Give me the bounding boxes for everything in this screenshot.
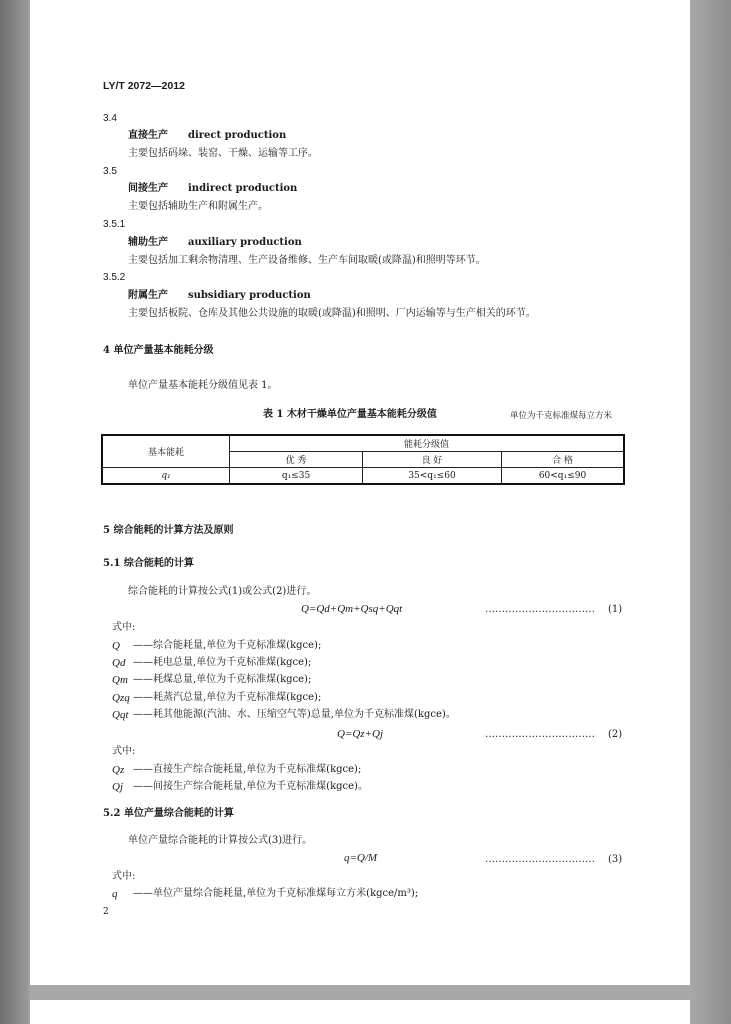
section-number-3-5-2: 3.5.2 [103, 272, 126, 283]
term-en-3-4: direct production [188, 130, 287, 141]
formula-2-number: (2) [608, 729, 623, 740]
term-cn-3-5: 间接生产 [128, 183, 168, 194]
def-symbol: Qz [112, 764, 125, 776]
def-text: ——单位产量综合能耗量,单位为千克标准煤每立方米(kgce/m³); [133, 888, 419, 899]
value-qualified: 60<q₁≤90 [502, 468, 625, 485]
def-text: ——耗煤总量,单位为千克标准煤(kgce); [133, 674, 312, 685]
section-heading-4: 4 单位产量基本能耗分级 [103, 345, 214, 356]
formula-3-number: (3) [608, 854, 623, 865]
next-page-edge [30, 1000, 690, 1024]
term-desc-3-4: 主要包括码垛、装窑、干燥、运输等工序。 [128, 148, 318, 159]
energy-grade-table [101, 434, 625, 485]
def-text: ——耗其他能源(汽油、水、压缩空气等)总量,单位为千克标准煤(kgce)。 [133, 709, 456, 720]
formula-2: Q=Qz+Qj [337, 728, 384, 740]
section-number-3-4: 3.4 [103, 113, 117, 124]
formula-2-dots: …………………………… [485, 729, 595, 740]
formula-1-dots: …………………………… [485, 604, 595, 615]
def-symbol: Qj [112, 781, 123, 793]
section-5-1-intro: 综合能耗的计算按公式(1)或公式(2)进行。 [128, 586, 317, 597]
table-header-basic-energy: 基本能耗 [102, 435, 230, 468]
table-caption: 表 1 木材干燥单位产量基本能耗分级值 [263, 409, 437, 420]
section-heading-5-2: 5.2 单位产量综合能耗的计算 [103, 808, 234, 819]
def-symbol: Qm [112, 674, 128, 686]
formula-1: Q=Qd+Qm+Qsq+Qqt [301, 603, 403, 615]
grade-excellent: 优 秀 [230, 452, 363, 468]
standard-code: LY/T 2072—2012 [103, 80, 185, 92]
document-page [30, 0, 690, 985]
formula-3: q=Q/M [344, 852, 378, 864]
def-text: ——直接生产综合能耗量,单位为千克标准煤(kgce); [133, 764, 362, 775]
term-en-3-5: indirect production [188, 183, 298, 194]
term-cn-3-4: 直接生产 [128, 130, 168, 141]
grade-good: 良 好 [363, 452, 502, 468]
def-text: ——耗蒸汽总量,单位为千克标准煤(kgce); [133, 692, 322, 703]
def-symbol: Qzq [112, 692, 130, 704]
formula-3-dots: …………………………… [485, 854, 595, 865]
def-text: ——耗电总量,单位为千克标准煤(kgce); [133, 657, 312, 668]
section-number-3-5: 3.5 [103, 166, 117, 177]
page-number: 2 [103, 907, 109, 917]
term-desc-3-5: 主要包括辅助生产和附属生产。 [128, 201, 268, 212]
section-number-3-5-1: 3.5.1 [103, 219, 126, 230]
term-desc-3-5-2: 主要包括板院、仓库及其他公共设施的取暖(或降温)和照明、厂内运输等与生产相关的环节。 [128, 308, 536, 319]
table-row-label: q₁ [102, 468, 230, 485]
value-excellent: q₁≤35 [230, 468, 363, 485]
def-symbol: Qqt [112, 709, 129, 721]
term-cn-3-5-1: 辅助生产 [128, 237, 168, 248]
def-text: ——综合能耗量,单位为千克标准煤(kgce); [133, 640, 322, 651]
def-symbol: Qd [112, 657, 126, 669]
grade-qualified: 合 格 [502, 452, 625, 468]
section-heading-5-1: 5.1 综合能耗的计算 [103, 558, 194, 569]
term-cn-3-5-2: 附属生产 [128, 290, 168, 301]
term-en-3-5-2: subsidiary production [188, 290, 311, 301]
def-symbol: Q [112, 640, 120, 652]
def-symbol: q [112, 888, 118, 900]
section-5-2-intro: 单位产量综合能耗的计算按公式(3)进行。 [128, 835, 313, 846]
term-en-3-5-1: auxiliary production [188, 237, 302, 248]
table-header-grade-values: 能耗分级值 [230, 435, 625, 452]
formula-1-number: (1) [608, 604, 623, 615]
table-unit: 单位为千克标准煤每立方米 [510, 411, 613, 421]
def-text: ——间接生产综合能耗量,单位为千克标准煤(kgce)。 [133, 781, 368, 792]
where-label-1: 式中: [112, 622, 136, 633]
where-label-3: 式中: [112, 871, 136, 882]
where-label-2: 式中: [112, 746, 136, 757]
section-heading-5: 5 综合能耗的计算方法及原则 [103, 525, 234, 536]
value-good: 35<q₁≤60 [363, 468, 502, 485]
term-desc-3-5-1: 主要包括加工剩余物清理、生产设备维修、生产车间取暖(或降温)和照明等环节。 [128, 255, 486, 266]
section-4-intro: 单位产量基本能耗分级值见表 1。 [128, 380, 278, 391]
